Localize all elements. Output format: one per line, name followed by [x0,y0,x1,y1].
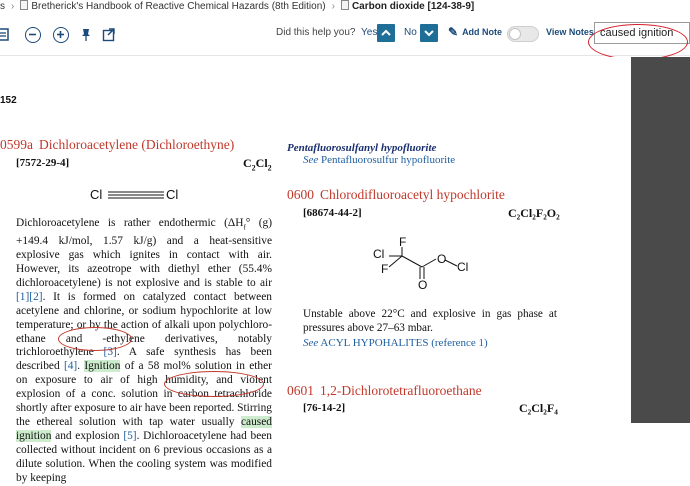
entry-name: Dichloroacetylene (Dichloroethyne) [39,137,235,152]
thumbs-down-button[interactable] [420,24,438,42]
reference-link[interactable]: [3] [103,346,117,359]
structure-cl-left: Cl [90,187,103,202]
no-label[interactable]: No [404,27,417,38]
feedback-question: Did this help you? [276,27,356,38]
add-note-button[interactable] [448,25,502,39]
dichloroacetylene-structure [88,185,188,205]
thumbs-up-button[interactable] [377,24,395,42]
entry-description-0600: Unstable above 22°C and explosive in gas phase at pressures above 27–63 mbar. [303,308,557,334]
breadcrumb-separator: › [331,1,335,12]
xref-link[interactable]: Pentafluorosulfur hypofluorite [321,154,456,166]
zoom-in-icon[interactable] [53,27,69,43]
entry-number: 0599a [0,137,33,152]
breadcrumb [0,0,690,12]
pin-icon[interactable] [80,27,92,43]
cas-number: [7572-29-4] [16,157,70,169]
molecular-formula: C₂Cl₂F₄ [519,401,558,415]
page-number: 152 [0,95,17,106]
breadcrumb-current: Carbon dioxide [124-38-9] [351,1,475,12]
entry-title-0599a [0,137,234,153]
atom-cl: Cl [373,247,385,261]
molecular-formula: C₂Cl₂F₂O₂ [508,206,560,220]
structure-cl-right: Cl [166,187,179,202]
breadcrumb-book[interactable]: Bretherick's Handbook of Reactive Chemical Hazards (8th Edition) [31,1,326,12]
yes-label[interactable]: Yes [361,27,378,38]
viewer-background [631,57,690,423]
reference-link[interactable]: [5] [123,429,137,442]
atom-cl: Cl [457,260,469,274]
breadcrumb-first[interactable]: s [0,1,5,12]
atom-f: F [399,235,407,249]
document-page [0,57,631,484]
see-reference-line: See ACYL HYPOHALITES (reference 1) [303,337,488,349]
notes-toggle[interactable] [507,26,539,42]
entry-name: Chlorodifluoroacetyl hypochlorite [320,187,505,202]
molecular-formula: $C_2Cl_2$ [243,156,272,173]
export-icon[interactable] [102,27,116,43]
xref-title: Pentafluorosulfanyl hypofluorite [287,142,437,154]
entry-body-0599a: Dichloroacetylene is rather endothermic ($\Delta H_f^\circ$ (g) +149.4 kJ/mol, 1.57 kJ/g) and a heat-sensitive explosive gas which ignites in contact with air. However, its azeotrope with diethyl ether (55.4% dichloroacetylene) is not explosive and is stable to air [1][2]. It is formed on catalyzed contact between acetylene and chlorine, or sodium hypochlorite at low temperature; or by the action of alkali upon polychloro-ethane and -ethylene derivatives, notably trichloroethylene [3]. A safe synthesis has been described [4]. Ignition of a 58 mol% solution in ether on exposure to air of high humidity, and violent explosion of a conc. solution in carbon tetrachloride shortly after exposure to air have been reported. Stirring the ethereal solution with tap water usually caused ignition and explosion [5]. Dichloroacetylene had been collected without incident on 6 previous occasions as a dilute solution. When the cooling system was modified by keeping [16,217,272,484]
cas-number: [68674-44-2] [303,207,362,219]
add-note-label: Add Note [462,27,503,37]
view-notes-button[interactable]: View Notes [546,27,594,37]
entry-title-0601 [287,383,482,399]
reference-link[interactable]: [2] [29,290,43,303]
reference-link[interactable]: [1] [16,290,30,303]
cas-number: [76-14-2] [303,402,346,414]
see-reference-link[interactable]: ACYL HYPOHALITES (reference 1) [320,337,488,349]
entry-title-0600 [287,187,505,203]
atom-f: F [381,262,389,276]
toolbar [0,12,690,56]
zoom-out-icon[interactable] [25,27,41,43]
pencil-icon: ✎ [448,25,459,39]
xref-see-line: See Pentafluorosulfur hypofluorite [303,154,456,166]
entry-number: 0600 [287,187,314,202]
toggle-knob [509,28,521,40]
chevron-down-icon [420,24,438,42]
chlorodifluoroacetyl-structure [365,229,475,295]
reference-link[interactable]: [4] [63,360,78,373]
search-highlight: caused ignition [16,415,272,442]
document-icon [341,0,349,10]
document-icon [20,0,28,10]
breadcrumb-separator: › [11,1,15,12]
chevron-up-icon [377,24,395,42]
entry-name: 1,2-Dichlorotetrafluoroethane [320,383,482,398]
atom-o: O [418,278,428,292]
entry-number: 0601 [287,383,314,398]
copy-icon[interactable] [0,27,12,43]
search-input[interactable] [594,22,690,44]
atom-o: O [437,252,447,266]
search-highlight: Ignition [84,360,121,373]
